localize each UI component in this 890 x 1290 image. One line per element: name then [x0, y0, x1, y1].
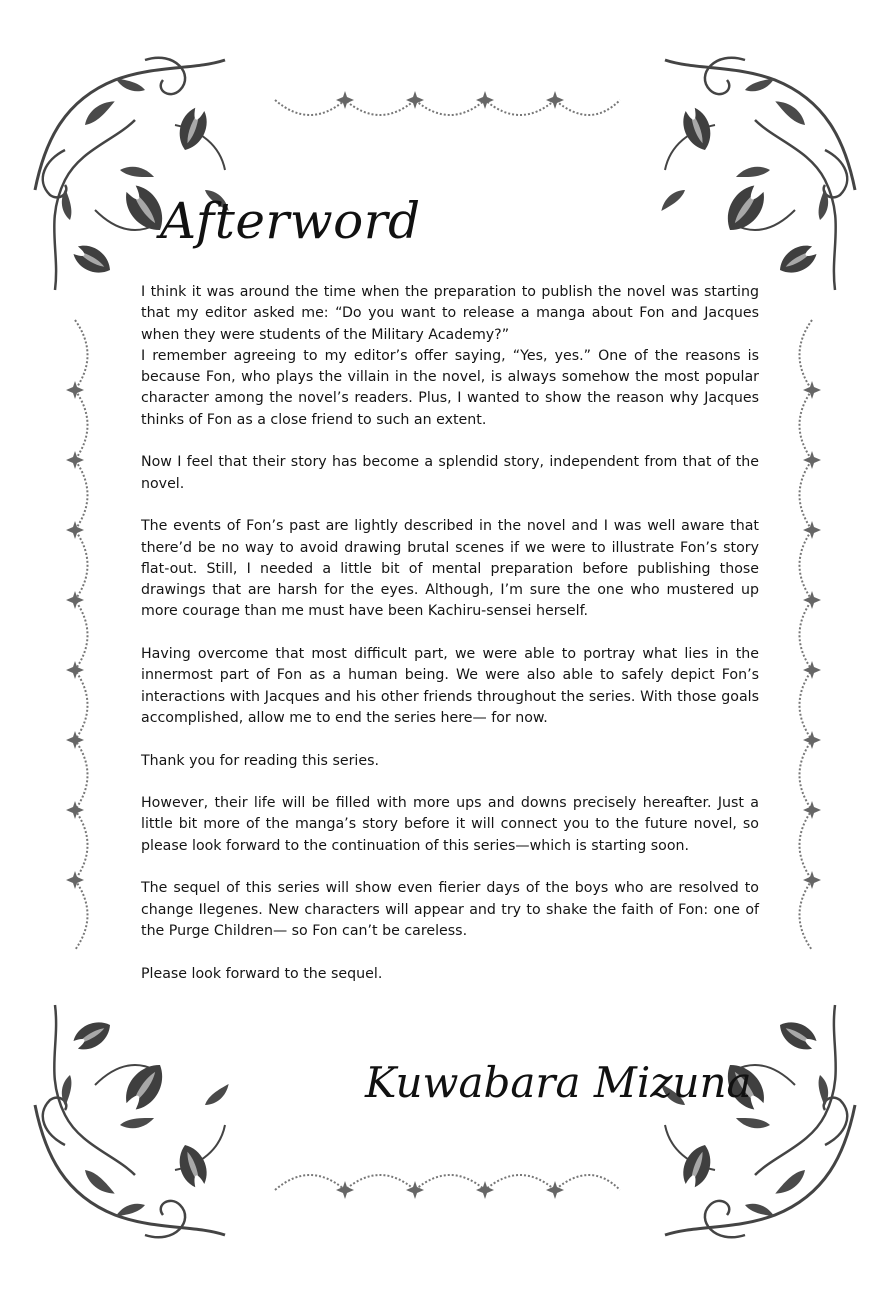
paragraph-9: Please look forward to the sequel. [141, 965, 383, 982]
author-signature: Kuwabara Mizuna [365, 1058, 752, 1107]
paragraph-1: I think it was around the time when the preparation to publish the novel was starting that my editor asked me: “Do you want to release a manga about Fon and Jacques when they were students of the Military Academy?” [141, 284, 759, 343]
corner-ornament-bottom-right [660, 1005, 855, 1237]
paragraph-3: Now I feel that their story has become a splendid story, independent from that of the novel. [141, 454, 759, 492]
paragraph-4: The events of Fon’s past are lightly described in the novel and I was well aware that there’d be no way to avoid drawing brutal scenes if we were to illustrate Fon’s story flat-out. Still, I needed a little bit of mental preparation before publishing those drawings that are harsh for the eyes. Although, I’m sure the one who mustered up more courage than me must have been Kachiru-sensei herself. [141, 518, 759, 620]
right-scallop-garland [800, 320, 822, 950]
paragraph-2: I remember agreeing to my editor’s offer saying, “Yes, yes.” One of the reasons is because Fon, who plays the villain in the novel, is always somehow the most popular character among the novel’s readers. Plus, I wanted to show the reason why Jacques thinks of Fon as a close friend to such an extent. [141, 347, 759, 428]
paragraph-8: The sequel of this series will show even fierier days of the boys who are resolved to change Ilegenes. New characters will appear and try to shake the faith of Fon: one of the Purge Children— so Fon can’t be careless. [141, 880, 759, 939]
afterword-title: Afterword [160, 192, 421, 250]
paragraph-5: Having overcome that most difficult part, we were able to portray what lies in the innermost part of Fon as a human being. We were also able to safely depict Fon’s interactions with Jacques and his other friends throughout the series. With those goals accomplished, allow me to end the series here— for now. [141, 646, 759, 726]
paragraph-7: However, their life will be filled with more ups and downs precisely hereafter. Just a little bit more of the manga’s story before it will connect you to the future novel, so please look forward to the continuation of this series—which is starting soon. [141, 795, 759, 854]
corner-ornament-bottom-left [35, 1005, 230, 1237]
top-scallop-garland [275, 91, 620, 115]
left-scallop-garland [66, 320, 88, 950]
corner-ornament-top-right [660, 58, 855, 290]
bottom-scallop-garland [275, 1175, 620, 1199]
afterword-body [141, 282, 759, 1006]
corner-ornament-top-left [35, 58, 230, 290]
paragraph-6: Thank you for reading this series. [141, 752, 379, 769]
